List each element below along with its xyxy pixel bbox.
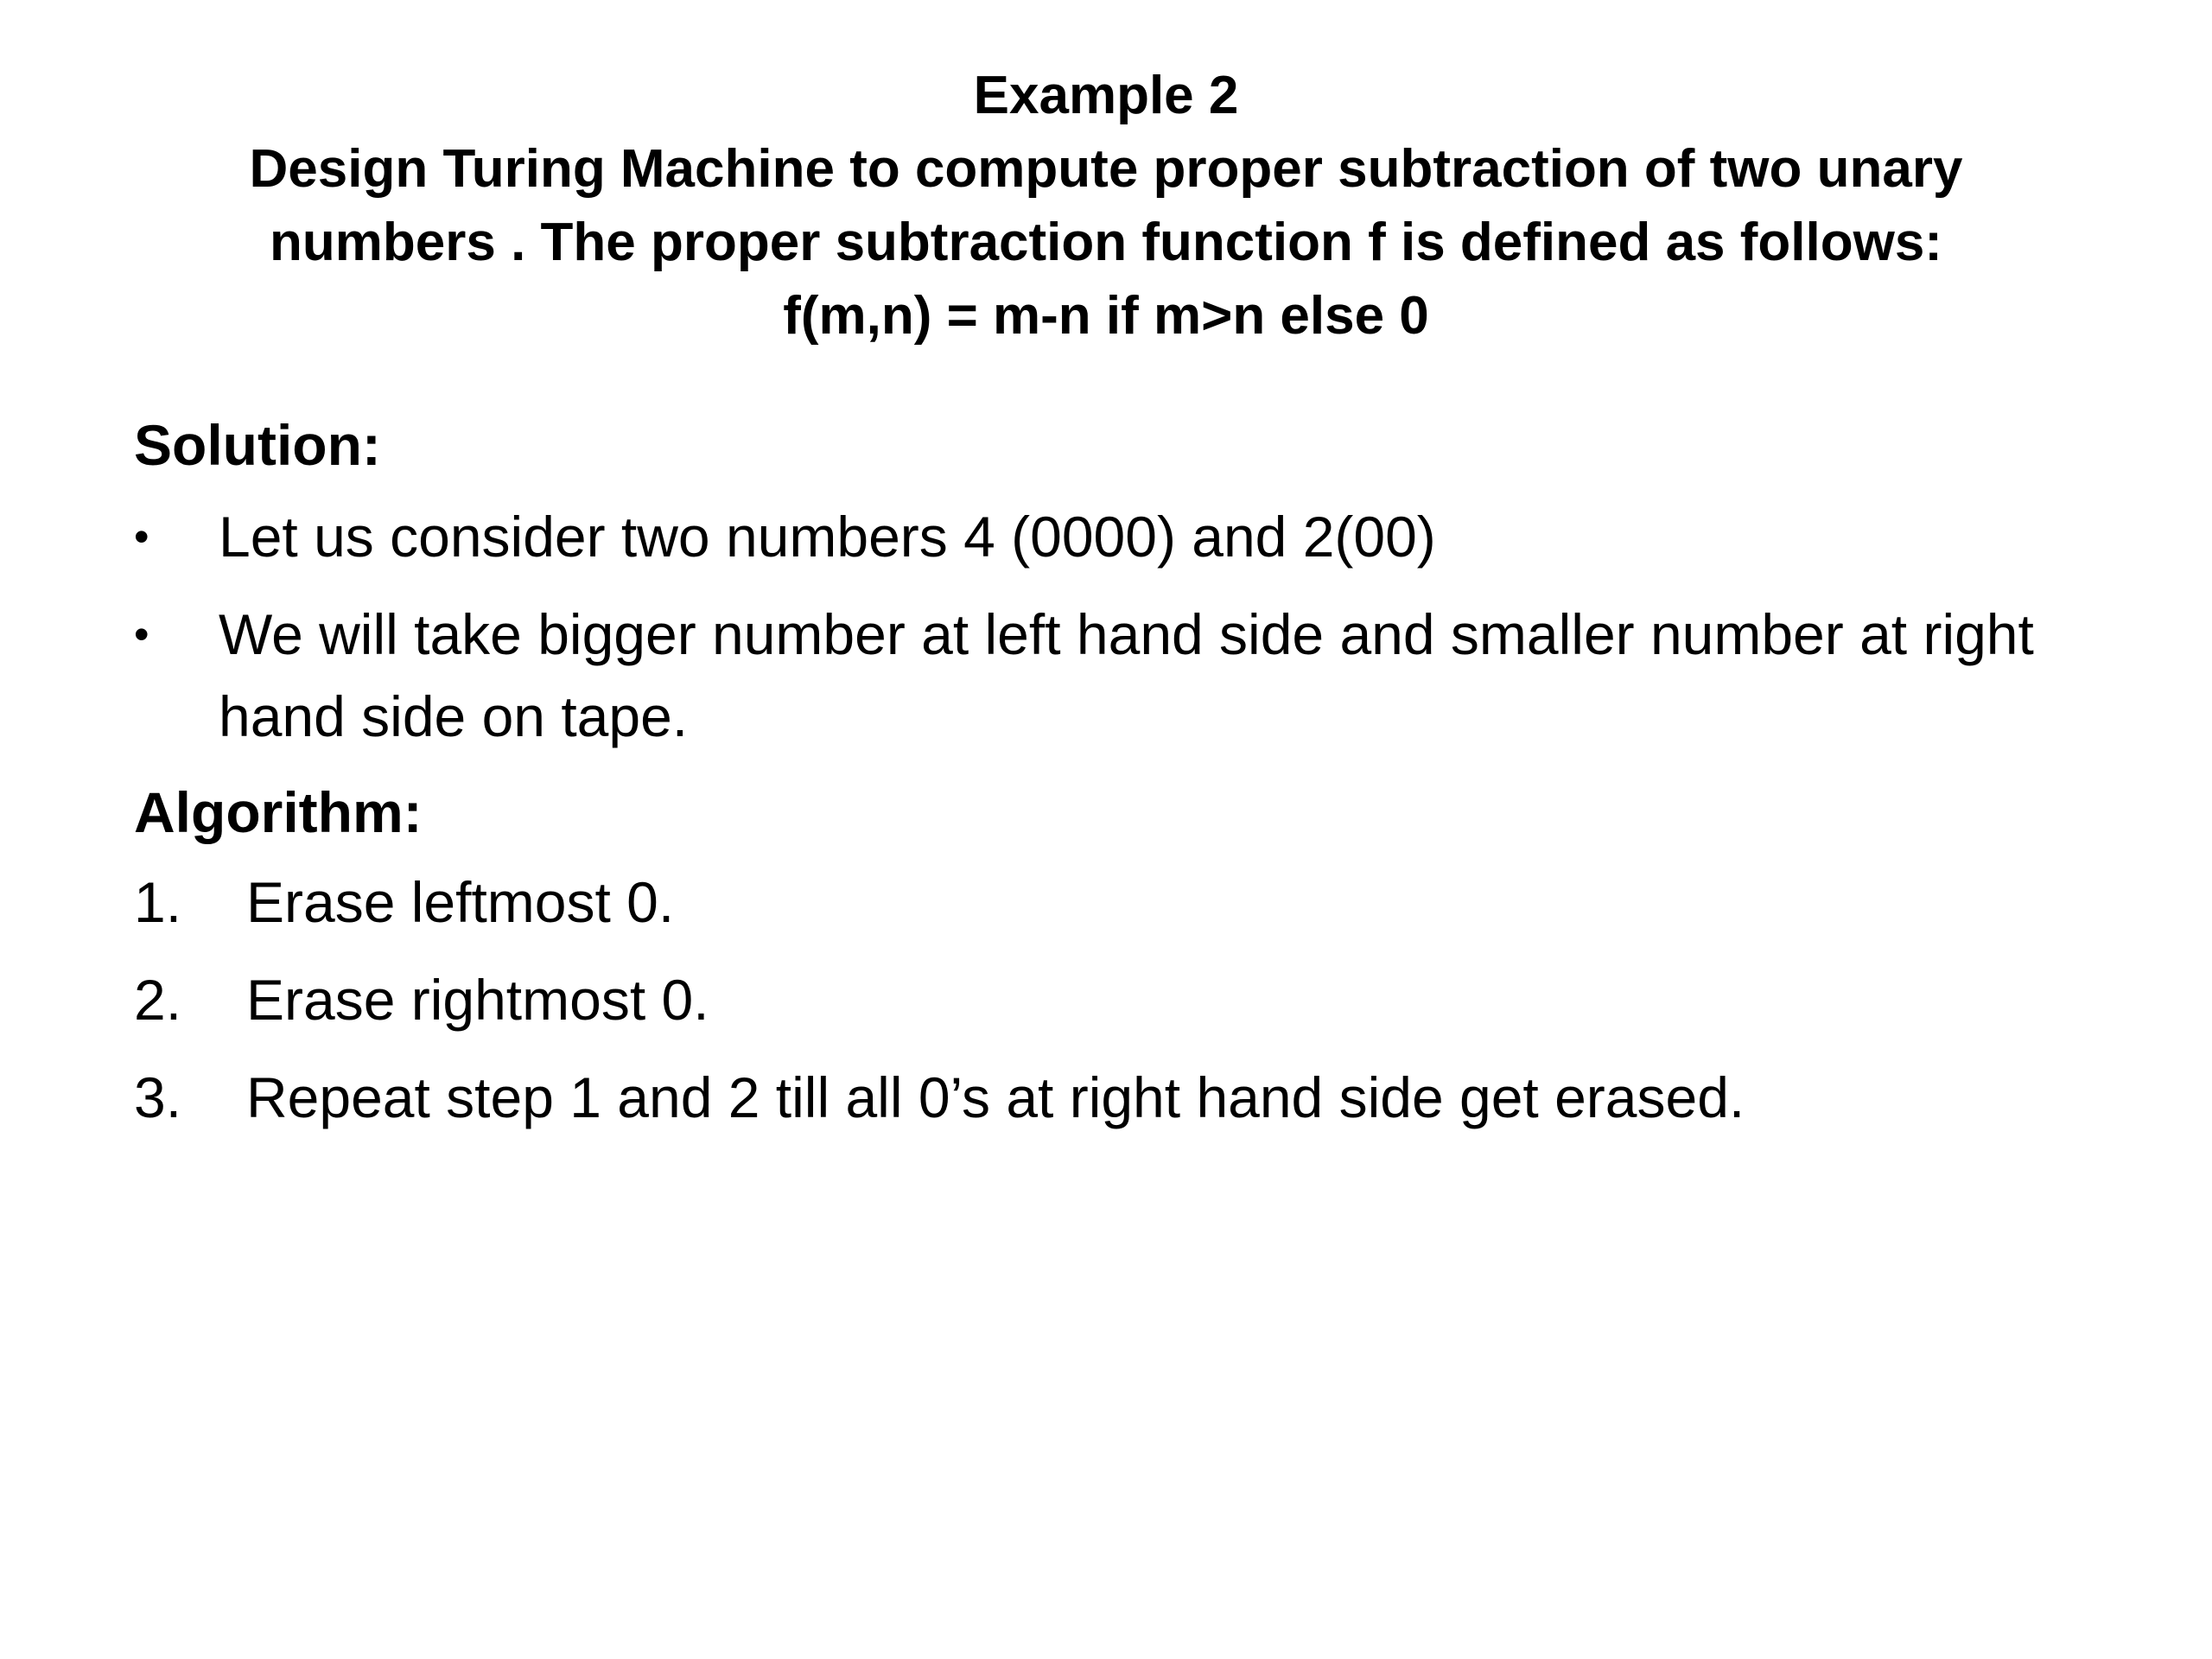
function-definition: f(m,n) = m-n if m>n else 0 — [783, 286, 1429, 346]
algorithm-step — [134, 861, 2121, 944]
step-text: Erase rightmost 0. — [246, 968, 709, 1032]
solution-bullet-list — [134, 496, 2121, 758]
bullet-icon: • — [134, 610, 149, 658]
step-number: 2. — [134, 968, 182, 1032]
step-text: Erase leftmost 0. — [246, 870, 675, 934]
algorithm-step-list — [134, 861, 2121, 1139]
algorithm-step — [134, 959, 2121, 1041]
algorithm-heading: Algorithm: — [134, 780, 423, 844]
bullet-item — [134, 594, 2121, 758]
slide-title — [173, 59, 2039, 353]
problem-statement-line-2: numbers . The proper subtraction function f is defined as follows: — [270, 213, 1942, 272]
step-text: Repeat step 1 and 2 till all 0’s at right hand side get erased. — [246, 1065, 1745, 1129]
example-label: Example 2 — [973, 66, 1239, 125]
bullet-text: We will take bigger number at left hand side and smaller number at right hand side on tape. — [219, 602, 2034, 748]
bullet-text: Let us consider two numbers 4 (0000) and 2(00) — [219, 505, 1436, 569]
step-number: 1. — [134, 870, 182, 934]
algorithm-step — [134, 1057, 2121, 1139]
solution-heading: Solution: — [134, 413, 381, 477]
problem-statement-line-1: Design Turing Machine to compute proper subtraction of two unary — [249, 139, 1963, 199]
bullet-item — [134, 496, 2121, 578]
slide-body — [134, 406, 2121, 1154]
bullet-icon: • — [134, 512, 149, 561]
step-number: 3. — [134, 1065, 182, 1129]
